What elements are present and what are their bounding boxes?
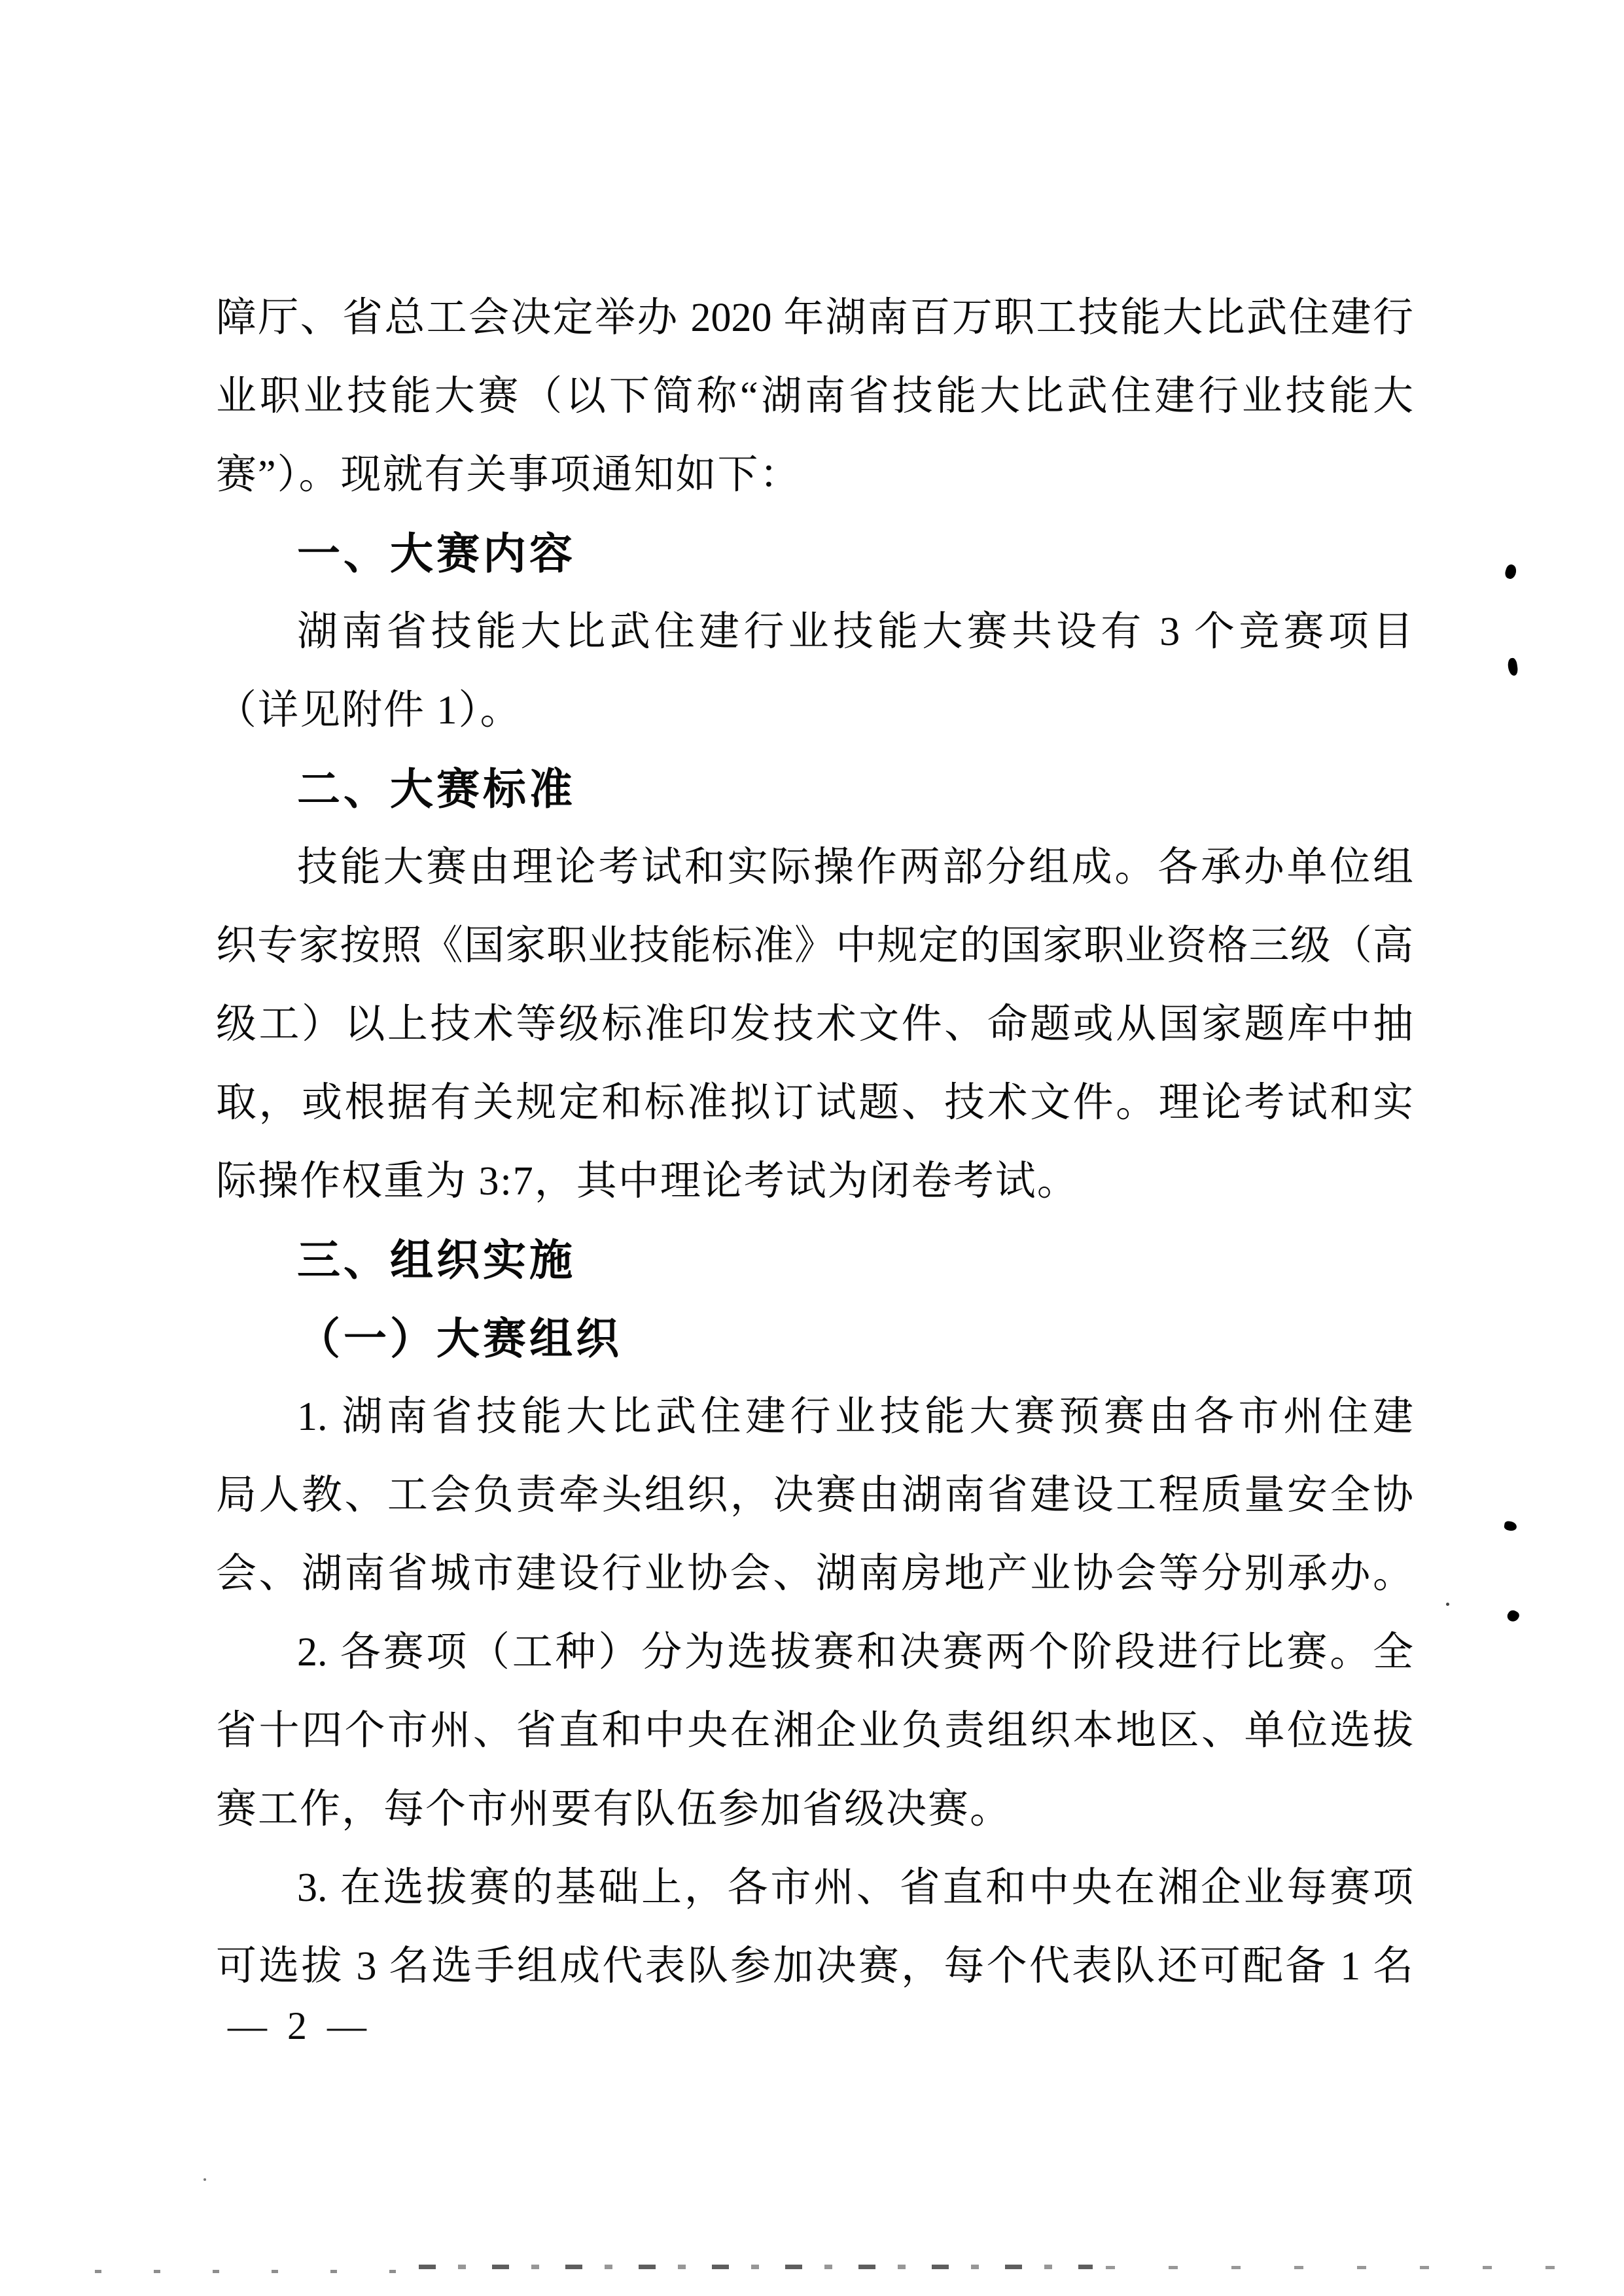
ink-speck xyxy=(1504,563,1518,580)
text-column xyxy=(216,279,1413,2006)
paragraph-line: 1. 湖南省技能大比武住建行业技能大赛预赛由各市州住建 xyxy=(297,1395,1413,1439)
paragraph-line: 3. 在选拔赛的基础上，各市州、省直和中央在湘企业每赛项 xyxy=(297,1866,1413,1910)
paragraph-line: 2. 各赛项（工种）分为选拔赛和决赛两个阶段进行比赛。全 xyxy=(297,1630,1413,1675)
paragraph-line: 业职业技能大赛（以下简称“湖南省技能大比武住建行业技能大 xyxy=(216,374,1413,419)
paragraph-line: 取，或根据有关规定和标准拟订试题、技术文件。理论考试和实 xyxy=(216,1081,1413,1125)
paragraph-line: 级工）以上技术等级标准印发技术文件、命题或从国家题库中抽 xyxy=(216,1002,1413,1047)
ink-speck xyxy=(1507,657,1519,676)
paragraph-line: 湖南省技能大比武住建行业技能大赛共设有 3 个竞赛项目 xyxy=(297,610,1413,654)
ink-speck xyxy=(1506,1609,1521,1624)
sub-heading: （一）大赛组织 xyxy=(297,1314,622,1363)
paragraph-line: 省十四个市州、省直和中央在湘企业负责组织本地区、单位选拔 xyxy=(216,1709,1413,1753)
section-heading-3: 三、组织实施 xyxy=(297,1236,576,1284)
scan-noise-line xyxy=(419,2265,1093,2269)
paragraph-line: 际操作权重为 3:7，其中理论考试为闭卷考试。 xyxy=(216,1159,1079,1204)
paragraph-line: 织专家按照《国家职业技能标准》中规定的国家职业资格三级（高 xyxy=(216,924,1413,968)
paragraph-line: 技能大赛由理论考试和实际操作两部分组成。各承办单位组 xyxy=(297,845,1413,890)
paragraph-line: 局人教、工会负责牵头组织，决赛由湖南省建设工程质量安全协 xyxy=(216,1473,1413,1518)
scan-noise-line xyxy=(95,2270,409,2273)
section-heading-1: 一、大赛内容 xyxy=(297,529,576,578)
ink-speck xyxy=(1504,1520,1517,1531)
page-number: — 2 — xyxy=(228,2004,372,2047)
paragraph-line: （详见附件 1）。 xyxy=(216,688,522,733)
ink-speck xyxy=(1446,1603,1449,1606)
paragraph-line: 障厅、省总工会决定举办 2020 年湖南百万职工技能大比武住建行 xyxy=(216,296,1413,340)
paragraph-line: 赛”）。现就有关事项通知如下： xyxy=(216,453,802,497)
ink-speck xyxy=(203,2178,206,2181)
scan-noise-line xyxy=(1106,2266,1557,2269)
paragraph-line: 赛工作，每个市州要有队伍参加省级决赛。 xyxy=(216,1787,1012,1832)
paragraph-line: 会、湖南省城市建设行业协会、湖南房地产业协会等分别承办。 xyxy=(216,1552,1413,1596)
paragraph-line: 可选拔 3 名选手组成代表队参加决赛，每个代表队还可配备 1 名 xyxy=(216,1944,1413,1989)
section-heading-2: 二、大赛标准 xyxy=(297,765,576,813)
